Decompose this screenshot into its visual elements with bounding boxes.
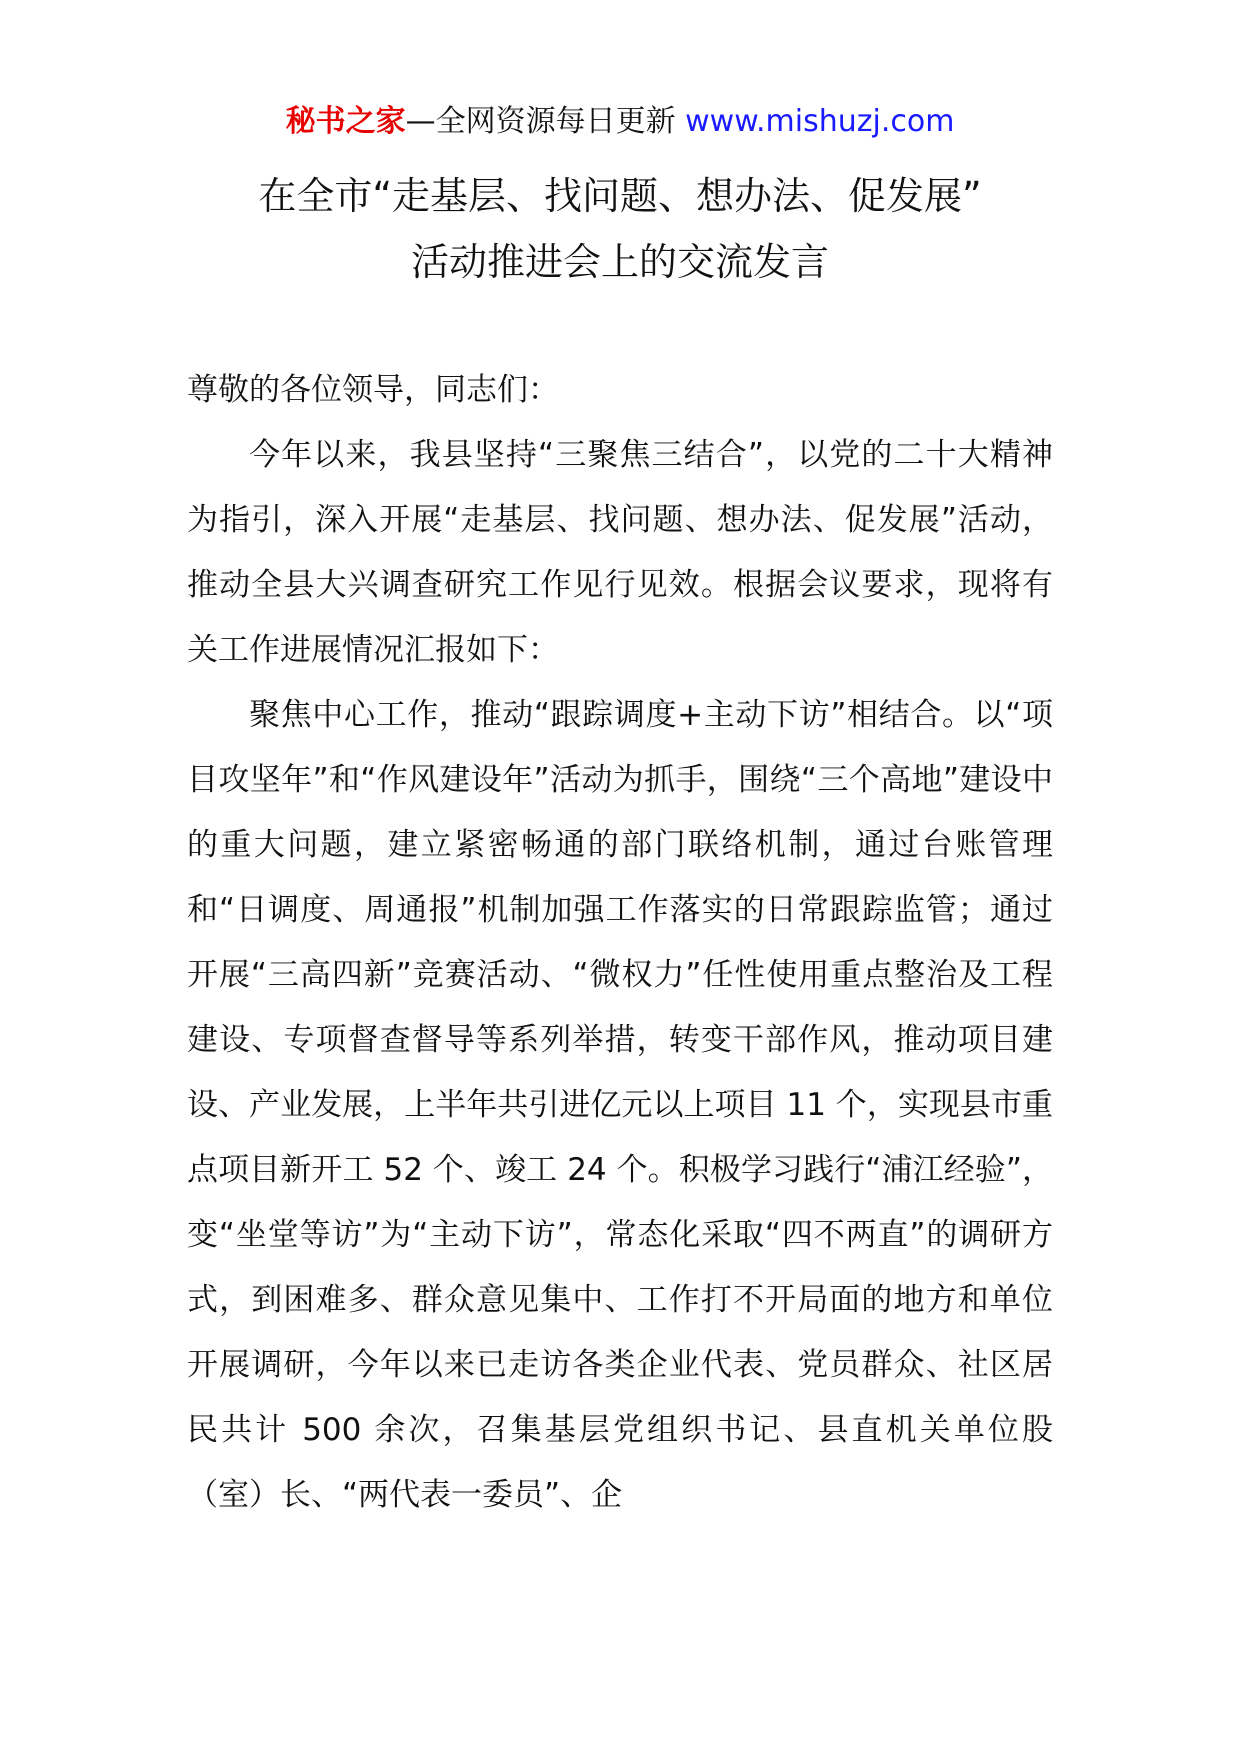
paragraph-intro: 今年以来，我县坚持“三聚焦三结合”，以党的二十大精神为指引，深入开展“走基层、找问题、想办法、促发展”活动，推动全县大兴调查研究工作见行见效。根据会议要求，现将有关工作进展情况汇报如下：	[187, 437, 1053, 668]
document-body	[187, 358, 1053, 1528]
title-line-1: 在全市“走基层、找问题、想办法、促发展”	[258, 174, 982, 218]
document-title	[0, 163, 1240, 295]
paragraph-central-work: 聚焦中心工作，推动“跟踪调度+主动下访”相结合。以“项目攻坚年”和“作风建设年”活动为抓手，围绕“三个高地”建设中的重大问题，建立紧密畅通的部门联络机制，通过台账管理和“日调度、周通报”机制加强工作落实的日常跟踪监管；通过开展“三高四新”竞赛活动、“微权力”任性使用重点整治及工程建设、专项督查督导等系列举措，转变干部作风，推动项目建设、产业发展，上半年共引进亿元以上项目 11 个，实现县市重点项目新开工 52 个、竣工 24 个。积极学习践行“浦江经验”，变“坐堂等访”为“主动下访”，常态化采取“四不两直”的调研方式，到困难多、群众意见集中、工作打不开局面的地方和单位开展调研，今年以来已走访各类企业代表、党员群众、社区居民共计 500 余次，召集基层党组织书记、县直机关单位股（室）长、“两代表一委员”、企	[187, 697, 1053, 1513]
site-tagline: —全网资源每日更新	[405, 104, 686, 139]
site-url-link[interactable]: www.mishuzj.com	[685, 104, 955, 139]
site-name: 秘书之家	[285, 104, 406, 139]
title-line-2: 活动推进会上的交流发言	[410, 240, 829, 284]
site-header	[0, 102, 1240, 142]
salutation: 尊敬的各位领导，同志们：	[187, 372, 559, 408]
